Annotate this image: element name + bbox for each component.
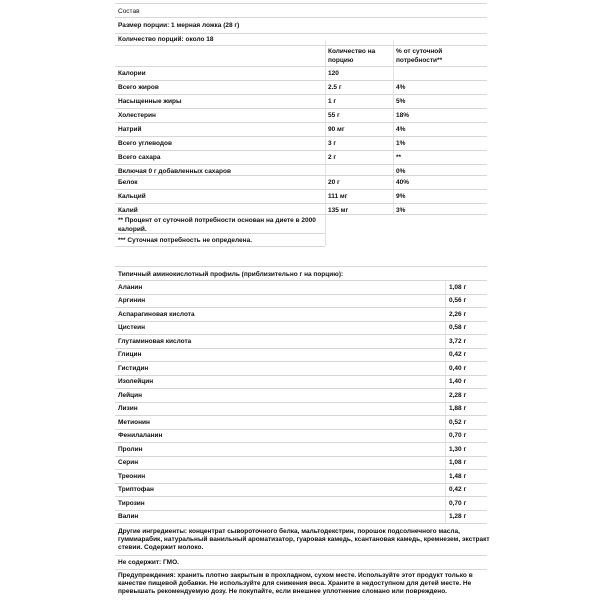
amino-acid-name: Серин	[118, 459, 139, 466]
row-divider	[115, 175, 487, 176]
amino-profile-title: Типичный аминокислотный профиль (приблизительно г на порцию):	[118, 271, 344, 278]
amino-acid-value: 2,28 г	[449, 391, 467, 399]
nutrient-daily-percent: 18%	[396, 112, 410, 119]
row-divider	[115, 334, 487, 335]
nutrient-daily-percent: 1%	[396, 140, 406, 147]
amino-acid-value: 0,70 г	[449, 432, 467, 439]
column-header-daily: % от суточной потребности**	[396, 48, 443, 64]
row-divider	[115, 348, 487, 349]
row-divider	[115, 266, 487, 267]
nutrient-amount: 20 г	[328, 179, 340, 186]
amino-acid-name: Фенилаланин	[118, 432, 163, 439]
amino-acid-name: Цистеин	[118, 324, 146, 331]
row-divider	[115, 214, 487, 215]
amino-acid-name: Метионин	[118, 418, 150, 426]
nutrient-daily-percent: 9%	[396, 193, 406, 200]
row-divider	[115, 402, 487, 403]
row-divider	[115, 429, 487, 430]
row-divider	[115, 280, 487, 281]
row-divider	[115, 80, 487, 81]
row-divider	[115, 45, 487, 46]
column-header-amount: Количество на порцию	[328, 48, 376, 64]
amino-acid-value: 1,28 г	[449, 513, 467, 520]
row-divider	[115, 469, 487, 470]
nutrient-daily-percent: **	[396, 154, 402, 161]
amino-acid-value: 2,26 г	[449, 310, 467, 318]
amino-acid-name: Лизин	[118, 405, 138, 412]
row-divider	[115, 66, 487, 67]
row-divider	[115, 456, 487, 457]
section-title: Состав	[118, 8, 140, 15]
amino-acid-name: Аланин	[118, 283, 143, 291]
nutrient-amount: 3 г	[328, 140, 337, 147]
amino-acid-name: Аргинин	[118, 297, 146, 304]
row-divider	[115, 164, 487, 165]
serving-size: Размер порции: 1 мерная ложка (28 г)	[118, 22, 240, 29]
nutrient-daily-percent: 5%	[396, 98, 406, 105]
amino-acid-value: 1,08 г	[449, 283, 467, 291]
row-divider	[115, 233, 325, 234]
row-divider	[115, 203, 487, 204]
nutrient-daily-percent: 4%	[396, 84, 406, 91]
nutrient-daily-percent: 40%	[396, 179, 410, 186]
amino-acid-value: 0,42 г	[449, 351, 467, 358]
footnote-daily-basis: ** Процент от суточной потребности основан на диете в 2000 калорий.	[118, 217, 316, 233]
row-divider	[115, 388, 487, 389]
footnote-not-established: *** Суточная потребность не определена.	[118, 237, 253, 244]
nutrient-daily-percent: 0%	[396, 168, 406, 175]
warnings: Предупреждения: хранить плотно закрытым в прохладном, сухом месте. Используйте этот продукт только в качестве пищевой добавки. Не используйте для снижения веса. Храните в недоступном для детей месте. Не превышать рекомендуемую дозу. Не покупайте, если внешнее уплотнение сломано или повреждено.	[118, 572, 473, 595]
amino-acid-name: Лейцин	[118, 391, 143, 399]
row-divider	[115, 136, 487, 137]
row-divider	[115, 415, 487, 416]
amino-acid-value: 0,70 г	[449, 499, 467, 507]
row-divider	[115, 555, 487, 556]
row-divider	[115, 483, 487, 484]
amino-acid-value: 1,48 г	[449, 472, 467, 480]
amino-acid-value: 0,40 г	[449, 364, 467, 372]
nutrient-name: Холестерин	[118, 112, 156, 119]
row-divider	[115, 246, 325, 247]
column-divider	[325, 40, 326, 246]
row-divider	[115, 150, 487, 151]
nutrient-amount: 1 г	[328, 98, 337, 105]
nutrient-name: Белок	[118, 179, 138, 186]
nutrient-daily-percent: 4%	[396, 126, 406, 133]
row-divider	[115, 108, 487, 109]
amino-acid-name: Треонин	[118, 472, 146, 480]
amino-acid-name: Пролин	[118, 445, 143, 453]
nutrient-amount: 2 г	[328, 154, 337, 161]
nutrient-amount: 135 мг	[328, 207, 349, 214]
amino-acid-value: 1,40 г	[449, 378, 467, 385]
row-divider	[115, 361, 487, 362]
nutrient-name: Включая 0 г добавленных сахаров	[118, 168, 231, 175]
nutrient-amount: 55 г	[328, 112, 340, 119]
nutrient-amount: 90 мг	[328, 126, 345, 133]
row-divider	[115, 375, 487, 376]
amino-acid-name: Глицин	[118, 351, 142, 358]
amino-acid-value: 0,52 г	[449, 418, 467, 426]
nutrient-name: Натрий	[118, 126, 142, 133]
row-divider	[115, 321, 487, 322]
amino-acid-name: Гистидин	[118, 364, 149, 372]
amino-acid-name: Тирозин	[118, 499, 145, 507]
nutrient-name: Всего углеводов	[118, 140, 173, 147]
nutrient-daily-percent: 3%	[396, 207, 406, 214]
row-divider	[115, 569, 487, 570]
row-divider	[115, 94, 487, 95]
nutrient-amount: 2.5 г	[328, 84, 342, 91]
nutrient-name: Всего сахара	[118, 154, 161, 161]
nutrient-name: Кальций	[118, 193, 146, 200]
row-divider	[115, 307, 487, 308]
row-divider	[115, 510, 487, 511]
amino-acid-value: 1,08 г	[449, 459, 467, 466]
not-contains: Не содержит: ГМО.	[118, 559, 179, 566]
amino-acid-value: 0,56 г	[449, 297, 467, 304]
nutrient-name: Насыщенные жиры	[118, 98, 182, 105]
row-divider	[115, 496, 487, 497]
amino-acid-name: Валин	[118, 513, 139, 520]
amino-acid-value: 0,42 г	[449, 486, 467, 493]
nutrient-amount: 111 мг	[328, 193, 348, 200]
row-divider	[115, 294, 487, 295]
nutrient-name: Калории	[118, 70, 146, 77]
other-ingredients: Другие ингредиенты: концентрат сывороточного белка, мальтодекстрин, порошок подсолнечного масла, гуммиарабик, натуральный ванильный ароматизатор, гуаровая камедь, ксантановая камедь, кремнезем, экстракт стевии. Содержит молоко.	[118, 528, 490, 551]
row-divider	[115, 3, 487, 4]
amino-acid-value: 3,72 г	[449, 337, 467, 345]
servings-count: Количество порций: около 18	[118, 36, 214, 43]
row-divider	[115, 33, 487, 34]
row-divider	[115, 122, 487, 123]
amino-acid-name: Триптофан	[118, 486, 154, 493]
row-divider	[115, 189, 487, 190]
amino-acid-value: 1,30 г	[449, 445, 467, 453]
amino-acid-name: Изолейцин	[118, 378, 154, 385]
amino-acid-value: 1,88 г	[449, 405, 467, 412]
nutrient-amount: 120	[328, 70, 339, 77]
row-divider	[115, 523, 487, 524]
row-divider	[115, 442, 487, 443]
nutrient-name: Всего жиров	[118, 84, 159, 91]
nutrient-name: Калий	[118, 207, 138, 214]
row-divider	[115, 17, 487, 18]
amino-acid-name: Аспарагиновая кислота	[118, 310, 195, 318]
amino-acid-name: Глутаминовая кислота	[118, 337, 192, 345]
amino-acid-value: 0,58 г	[449, 324, 467, 331]
